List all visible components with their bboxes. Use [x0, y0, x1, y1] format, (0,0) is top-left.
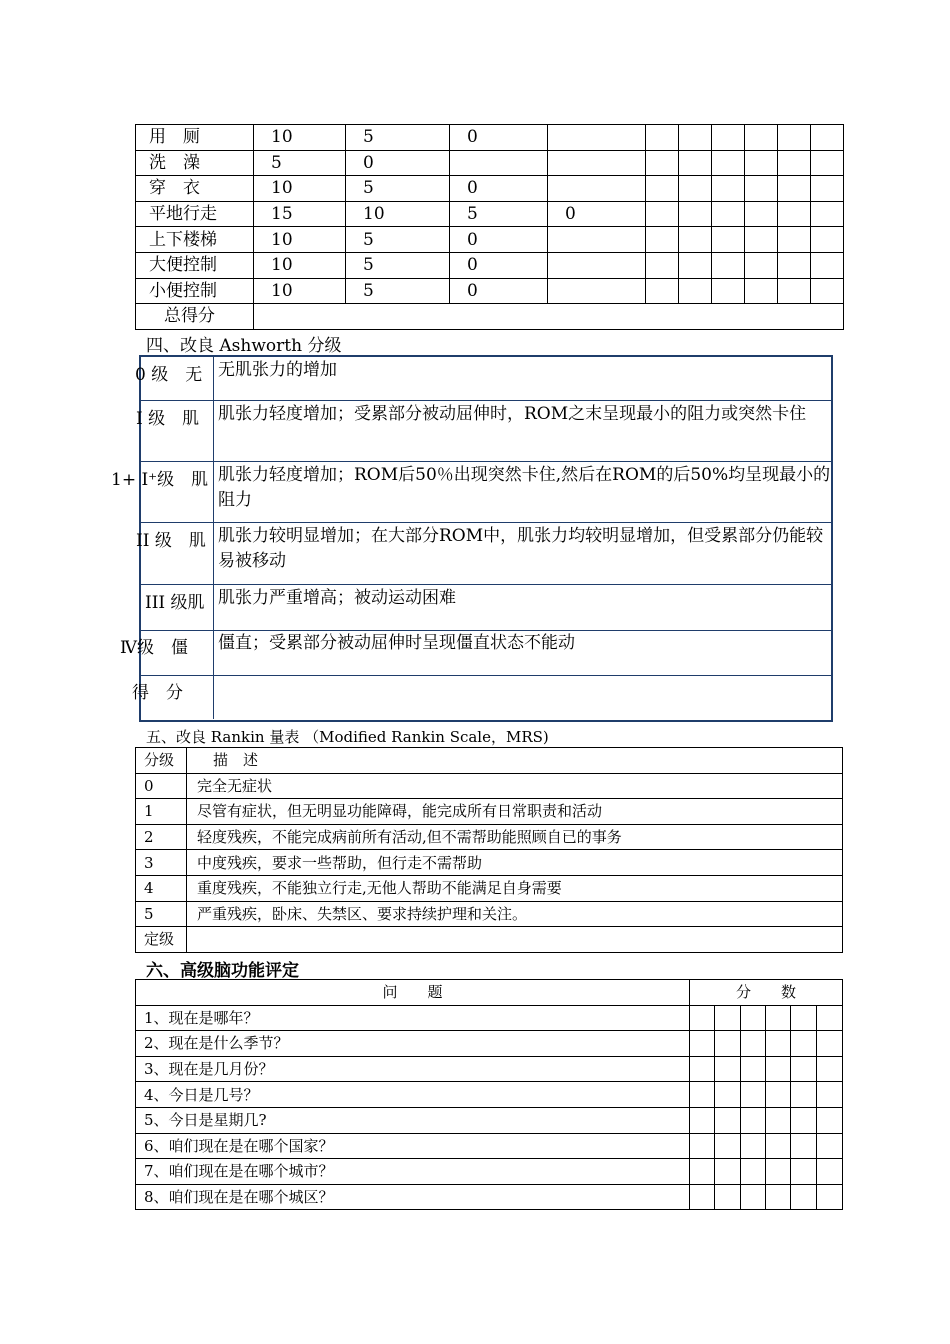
score-cell[interactable]	[679, 125, 712, 151]
score-value	[548, 278, 646, 304]
score-cell[interactable]	[690, 1159, 715, 1185]
question-text: 5、今日是星期几?	[136, 1107, 690, 1133]
score-cell[interactable]	[745, 252, 778, 278]
score-cell[interactable]	[791, 1082, 817, 1108]
ashworth-row-divider	[141, 584, 831, 585]
score-cell[interactable]	[715, 1159, 741, 1185]
score-cell[interactable]	[690, 1107, 715, 1133]
question-row	[136, 1005, 843, 1031]
question-row	[136, 1056, 843, 1082]
item-label: 上下楼梯	[136, 227, 254, 253]
ashworth-desc-3: 肌张力严重增高；被动运动困难	[218, 588, 456, 608]
rankin-table	[135, 747, 843, 953]
ashworth-level-0: 0 级 无	[135, 365, 203, 385]
score-value: 5	[254, 150, 346, 176]
score-cell[interactable]	[778, 278, 811, 304]
score-cell[interactable]	[811, 125, 844, 151]
score-cell[interactable]	[712, 252, 745, 278]
question-header: 问 题	[136, 980, 690, 1006]
score-cell[interactable]	[679, 176, 712, 202]
cognition-title: 六、高级脑功能评定	[146, 961, 299, 981]
score-value: 10	[254, 278, 346, 304]
score-value	[548, 227, 646, 253]
ashworth-level-1plus: 1+ I⁺级 肌	[111, 470, 209, 490]
score-cell[interactable]	[712, 176, 745, 202]
score-cell[interactable]	[712, 125, 745, 151]
score-cell[interactable]	[817, 1133, 843, 1159]
score-cell[interactable]	[778, 201, 811, 227]
score-cell[interactable]	[817, 1107, 843, 1133]
score-cell[interactable]	[766, 1184, 791, 1210]
rankin-final-field[interactable]	[187, 927, 843, 953]
score-value: 10	[254, 227, 346, 253]
score-cell[interactable]	[766, 1056, 791, 1082]
score-cell[interactable]	[791, 1031, 817, 1057]
score-value: 5	[346, 125, 450, 151]
score-value: 10	[346, 201, 450, 227]
score-header: 分 数	[690, 980, 843, 1006]
score-cell[interactable]	[766, 1005, 791, 1031]
score-cell[interactable]	[712, 150, 745, 176]
score-value: 10	[254, 252, 346, 278]
score-cell[interactable]	[791, 1056, 817, 1082]
score-value: 5	[346, 252, 450, 278]
score-value: 15	[254, 201, 346, 227]
score-cell[interactable]	[715, 1005, 741, 1031]
item-label: 用 厕	[136, 125, 254, 151]
question-row	[136, 1159, 843, 1185]
score-cell[interactable]	[811, 176, 844, 202]
score-value	[548, 125, 646, 151]
score-cell[interactable]	[766, 1133, 791, 1159]
score-cell[interactable]	[791, 1133, 817, 1159]
score-cell[interactable]	[811, 227, 844, 253]
score-cell[interactable]	[646, 150, 679, 176]
score-cell[interactable]	[745, 125, 778, 151]
total-score-field[interactable]	[254, 304, 844, 330]
score-cell[interactable]	[811, 201, 844, 227]
rankin-desc: 重度残疾，不能独立行走,无他人帮助不能满足自身需要	[187, 875, 843, 901]
rankin-grade: 0	[136, 773, 187, 799]
score-cell[interactable]	[745, 201, 778, 227]
question-text: 1、现在是哪年？	[136, 1005, 690, 1031]
ashworth-desc-0: 无肌张力的增加	[218, 360, 337, 380]
barthel-row	[136, 150, 844, 176]
score-cell[interactable]	[791, 1005, 817, 1031]
rankin-row	[136, 850, 843, 876]
ashworth-column-divider	[213, 357, 214, 719]
question-text: 2、现在是什么季节？	[136, 1031, 690, 1057]
score-cell[interactable]	[690, 1005, 715, 1031]
score-value: 10	[254, 125, 346, 151]
rankin-grade: 3	[136, 850, 187, 876]
score-cell[interactable]	[817, 1031, 843, 1057]
score-cell[interactable]	[741, 1056, 766, 1082]
score-cell[interactable]	[817, 1082, 843, 1108]
score-cell[interactable]	[690, 1031, 715, 1057]
score-cell[interactable]	[766, 1107, 791, 1133]
score-cell[interactable]	[745, 278, 778, 304]
ashworth-desc-1plus: 肌张力轻度增加；ROM后50％出现突然卡住,然后在ROM的后50%均呈现最小的阻力	[218, 465, 831, 510]
score-cell[interactable]	[646, 201, 679, 227]
score-cell[interactable]	[679, 227, 712, 253]
question-text: 4、今日是几号？	[136, 1082, 690, 1108]
barthel-total-row	[136, 304, 844, 330]
score-cell[interactable]	[791, 1159, 817, 1185]
question-row	[136, 1184, 843, 1210]
barthel-row	[136, 201, 844, 227]
score-cell[interactable]	[741, 1082, 766, 1108]
score-cell[interactable]	[766, 1031, 791, 1057]
rankin-row	[136, 799, 843, 825]
score-cell[interactable]	[766, 1082, 791, 1108]
score-cell[interactable]	[778, 227, 811, 253]
rankin-grade: 2	[136, 824, 187, 850]
barthel-table	[135, 124, 844, 330]
score-cell[interactable]	[690, 1082, 715, 1108]
score-cell[interactable]	[690, 1056, 715, 1082]
score-value: 5	[346, 278, 450, 304]
score-value	[548, 176, 646, 202]
score-cell[interactable]	[817, 1159, 843, 1185]
score-value: 0	[450, 227, 548, 253]
score-cell[interactable]	[679, 201, 712, 227]
score-cell[interactable]	[791, 1184, 817, 1210]
score-cell[interactable]	[679, 278, 712, 304]
score-cell[interactable]	[646, 227, 679, 253]
rankin-desc: 尽管有症状，但无明显功能障碍，能完成所有日常职责和活动	[187, 799, 843, 825]
score-cell[interactable]	[791, 1107, 817, 1133]
score-cell[interactable]	[712, 278, 745, 304]
score-cell[interactable]	[817, 1056, 843, 1082]
score-cell[interactable]	[778, 176, 811, 202]
score-cell[interactable]	[741, 1184, 766, 1210]
item-label: 平地行走	[136, 201, 254, 227]
cognition-table	[135, 979, 843, 1210]
score-value: 5	[346, 176, 450, 202]
score-cell[interactable]	[715, 1133, 741, 1159]
barthel-row	[136, 176, 844, 202]
ashworth-level-4: Ⅳ级 僵	[120, 638, 188, 658]
ashworth-desc-2: 肌张力较明显增加；在大部分ROM中，肌张力均较明显增加，但受累部分仍能较易被移动	[218, 526, 824, 571]
score-value	[548, 252, 646, 278]
rankin-grade: 1	[136, 799, 187, 825]
question-row	[136, 1107, 843, 1133]
score-value: 10	[254, 176, 346, 202]
score-cell[interactable]	[646, 252, 679, 278]
question-text: 6、咱们现在是在哪个国家？	[136, 1133, 690, 1159]
ashworth-score-field[interactable]	[218, 676, 832, 716]
score-cell[interactable]	[741, 1133, 766, 1159]
score-value: 0	[450, 278, 548, 304]
score-cell[interactable]	[817, 1005, 843, 1031]
score-cell[interactable]	[646, 278, 679, 304]
score-cell[interactable]	[811, 150, 844, 176]
rankin-row	[136, 875, 843, 901]
score-cell[interactable]	[741, 1107, 766, 1133]
item-label: 小便控制	[136, 278, 254, 304]
score-value: 0	[450, 176, 548, 202]
score-cell[interactable]	[715, 1031, 741, 1057]
score-value	[450, 150, 548, 176]
barthel-row	[136, 252, 844, 278]
question-text: 8、咱们现在是在哪个城区？	[136, 1184, 690, 1210]
ashworth-score-label: 得 分	[132, 683, 183, 703]
cognition-header-row	[136, 980, 843, 1006]
score-cell[interactable]	[679, 252, 712, 278]
question-row	[136, 1031, 843, 1057]
ashworth-desc-4: 僵直；受累部分被动屈伸时呈现僵直状态不能动	[218, 633, 575, 653]
question-text: 3、现在是几月份？	[136, 1056, 690, 1082]
score-cell[interactable]	[811, 252, 844, 278]
item-label: 洗 澡	[136, 150, 254, 176]
ashworth-row-divider	[141, 400, 831, 401]
score-value: 5	[450, 201, 548, 227]
ashworth-title: 四、改良 Ashworth 分级	[146, 336, 342, 356]
rankin-final-label: 定级	[136, 927, 187, 953]
rankin-row	[136, 901, 843, 927]
rankin-grade-header: 分级	[136, 748, 187, 774]
barthel-row	[136, 227, 844, 253]
ashworth-level-3: III 级肌	[145, 593, 205, 613]
score-cell[interactable]	[811, 278, 844, 304]
barthel-row	[136, 278, 844, 304]
score-value: 5	[346, 227, 450, 253]
rankin-grade: 5	[136, 901, 187, 927]
rankin-grade: 4	[136, 875, 187, 901]
barthel-row	[136, 125, 844, 151]
score-cell[interactable]	[778, 125, 811, 151]
question-text: 7、咱们现在是在哪个城市？	[136, 1159, 690, 1185]
rankin-header-row	[136, 748, 843, 774]
item-label: 大便控制	[136, 252, 254, 278]
item-label: 穿 衣	[136, 176, 254, 202]
score-cell[interactable]	[741, 1031, 766, 1057]
rankin-title: 五、改良 Rankin 量表 （Modified Rankin Scale，MRS)	[146, 728, 549, 746]
ashworth-desc-1: 肌张力轻度增加；受累部分被动屈伸时，ROM之末呈现最小的阻力或突然卡住	[218, 404, 807, 424]
score-cell[interactable]	[712, 227, 745, 253]
rankin-row	[136, 824, 843, 850]
score-cell[interactable]	[679, 150, 712, 176]
score-cell[interactable]	[741, 1005, 766, 1031]
score-value	[548, 150, 646, 176]
rankin-desc: 轻度残疾，不能完成病前所有活动,但不需帮助能照顾自已的事务	[187, 824, 843, 850]
score-cell[interactable]	[690, 1133, 715, 1159]
score-cell[interactable]	[715, 1056, 741, 1082]
score-cell[interactable]	[690, 1184, 715, 1210]
score-cell[interactable]	[715, 1107, 741, 1133]
rankin-desc: 中度残疾，要求一些帮助，但行走不需帮助	[187, 850, 843, 876]
ashworth-level-2: II 级 肌	[136, 531, 206, 551]
total-score-label: 总得分	[136, 304, 254, 330]
score-cell[interactable]	[778, 150, 811, 176]
question-row	[136, 1082, 843, 1108]
score-cell[interactable]	[741, 1159, 766, 1185]
ashworth-row-divider	[141, 522, 831, 523]
ashworth-level-1: I 级 肌	[136, 409, 200, 429]
score-cell[interactable]	[817, 1184, 843, 1210]
score-cell[interactable]	[766, 1159, 791, 1185]
score-cell[interactable]	[715, 1082, 741, 1108]
score-value: 0	[450, 252, 548, 278]
score-cell[interactable]	[646, 125, 679, 151]
rankin-desc: 完全无症状	[187, 773, 843, 799]
score-cell[interactable]	[745, 227, 778, 253]
rankin-desc-header: 描 述	[187, 748, 843, 774]
ashworth-row-divider	[141, 461, 831, 462]
score-value: 0	[548, 201, 646, 227]
score-cell[interactable]	[778, 252, 811, 278]
score-value: 0	[450, 125, 548, 151]
rankin-desc: 严重残疾，卧床、失禁区、要求持续护理和关注。	[187, 901, 843, 927]
score-cell[interactable]	[745, 150, 778, 176]
score-cell[interactable]	[712, 201, 745, 227]
score-value: 0	[346, 150, 450, 176]
score-cell[interactable]	[646, 176, 679, 202]
rankin-final-row	[136, 927, 843, 953]
rankin-row	[136, 773, 843, 799]
question-row	[136, 1133, 843, 1159]
score-cell[interactable]	[715, 1184, 741, 1210]
score-cell[interactable]	[745, 176, 778, 202]
